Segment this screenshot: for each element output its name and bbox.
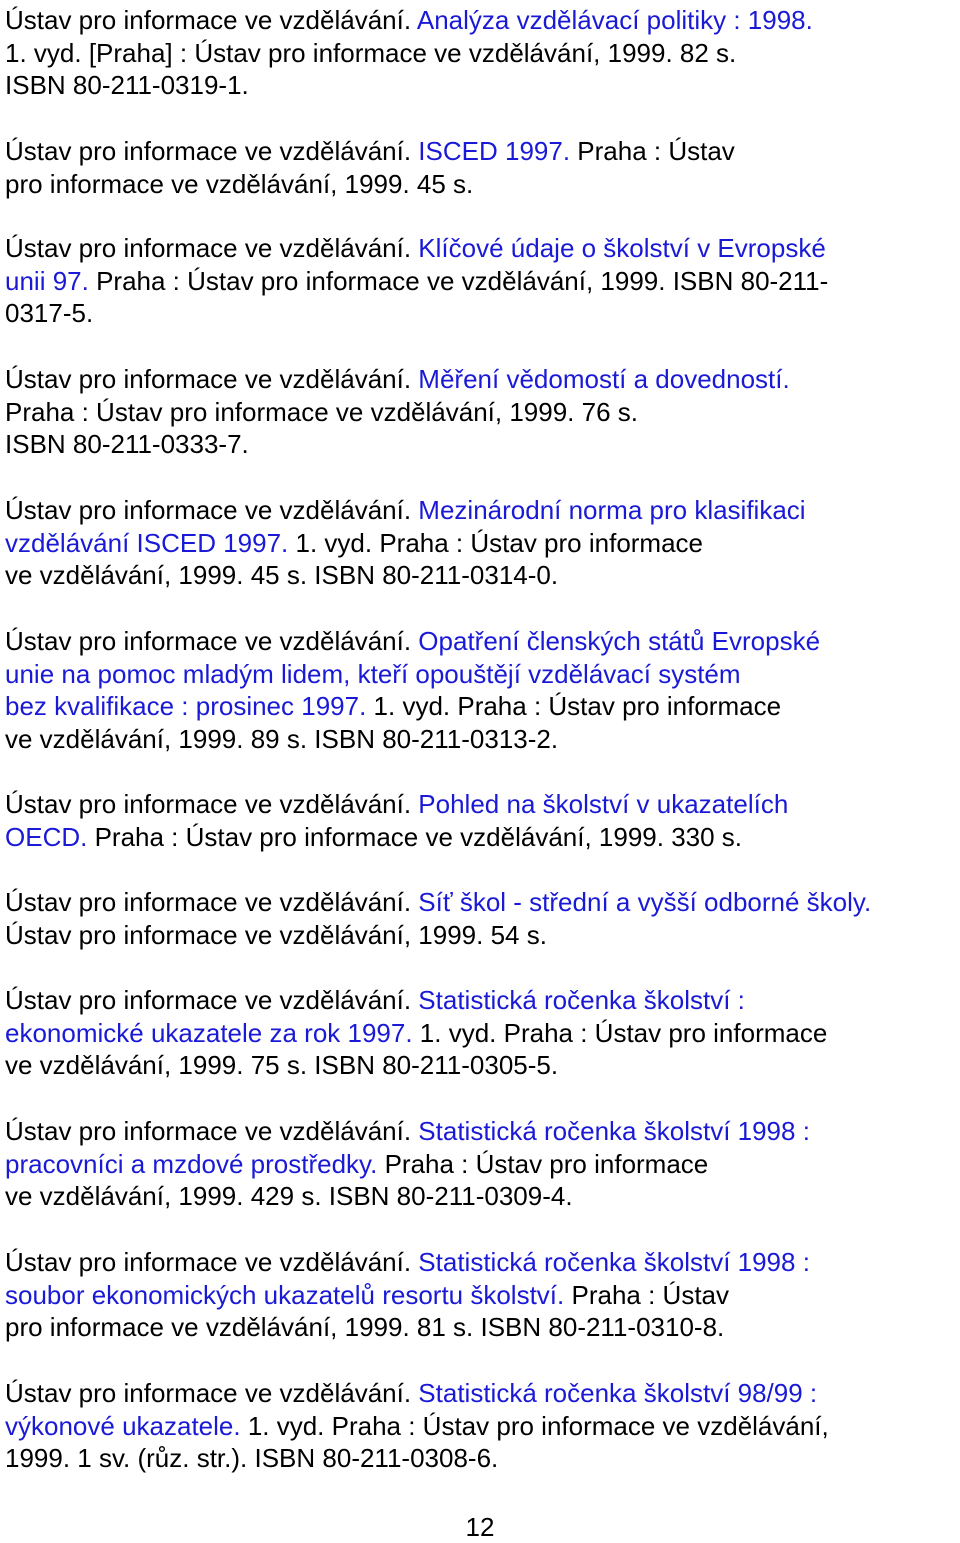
bibliography-entry xyxy=(5,1246,960,1344)
page-number: 12 xyxy=(465,1512,495,1542)
citation-text: 1. vyd. Praha : Ústav pro informace xyxy=(412,1017,828,1048)
publication-title-link[interactable]: ekonomické ukazatele za rok 1997. xyxy=(5,1017,413,1048)
citation-text: Ústav pro informace ve vzdělávání. xyxy=(5,5,417,35)
entry-line xyxy=(5,1017,960,1050)
publication-title-link[interactable]: soubor ekonomických ukazatelů resortu školství. xyxy=(5,1279,565,1310)
publication-title-link[interactable]: Měření vědomostí a dovedností. xyxy=(418,364,790,394)
entry-line xyxy=(5,69,960,102)
entry-line xyxy=(5,625,960,658)
entry-line xyxy=(5,494,960,527)
publication-title-link[interactable]: vzdělávání ISCED 1997. xyxy=(5,527,289,558)
entry-line xyxy=(5,428,960,461)
entry-line xyxy=(5,297,960,330)
citation-text: Ústav pro informace ve vzdělávání. xyxy=(5,887,419,917)
citation-text: ve vzdělávání, 1999. 89 s. ISBN 80-211-0313-2. xyxy=(5,723,559,754)
citation-text: ISBN 80-211-0333-7. xyxy=(5,429,249,459)
publication-title-link[interactable]: Mezinárodní norma pro klasifikaci xyxy=(418,495,806,525)
citation-text: Ústav pro informace ve vzdělávání. xyxy=(5,1378,419,1408)
citation-text: ISBN 80-211-0319-1. xyxy=(5,70,249,100)
bibliography-entry xyxy=(5,788,960,853)
entry-line xyxy=(5,788,960,821)
entry-line xyxy=(5,232,960,265)
bibliography-entry xyxy=(5,1377,960,1475)
bibliography-entry xyxy=(5,1115,960,1213)
publication-title-link[interactable]: Pohled na školství v ukazatelích xyxy=(418,789,789,819)
citation-text: Ústav pro informace ve vzdělávání. xyxy=(5,626,419,656)
bibliography-entry xyxy=(5,135,960,200)
bibliography-entry xyxy=(5,363,960,461)
entry-line xyxy=(5,396,960,429)
citation-text: Praha : Ústav pro informace ve vzdělávání, 1999. ISBN 80-211- xyxy=(88,265,829,296)
entry-line xyxy=(5,886,960,919)
bibliography-entry xyxy=(5,494,960,592)
citation-text: 1. vyd. Praha : Ústav pro informace xyxy=(288,527,704,558)
bibliography-entry xyxy=(5,625,960,755)
citation-text: Ústav pro informace ve vzdělávání. xyxy=(5,495,419,525)
entry-line xyxy=(5,1279,960,1312)
publication-title-link[interactable]: unii 97. xyxy=(5,265,89,296)
citation-text: Ústav pro informace ve vzdělávání. xyxy=(5,1247,419,1277)
entry-line xyxy=(5,265,960,298)
bibliography-entry xyxy=(5,232,960,330)
citation-text: Ústav pro informace ve vzdělávání. xyxy=(5,364,419,394)
entry-line xyxy=(5,1049,960,1082)
publication-title-link[interactable]: Opatření členských států Evropské xyxy=(418,626,821,656)
entry-line xyxy=(5,1377,960,1410)
citation-text: pro informace ve vzdělávání, 1999. 45 s. xyxy=(5,168,474,199)
bibliography-entry xyxy=(5,984,960,1082)
entry-line xyxy=(5,37,960,70)
entry-line xyxy=(5,363,960,396)
entry-line xyxy=(5,1410,960,1443)
bibliography-entry xyxy=(5,886,960,951)
publication-title-link[interactable]: bez kvalifikace : prosinec 1997. xyxy=(5,691,367,721)
publication-title-link[interactable]: výkonové ukazatele. xyxy=(5,1410,241,1441)
citation-text: Ústav pro informace ve vzdělávání, 1999. 54 s. xyxy=(5,919,547,950)
publication-title-link[interactable]: Statistická ročenka školství 1998 : xyxy=(418,1116,810,1146)
citation-text: 1. vyd. [Praha] : Ústav pro informace ve vzdělávání, 1999. 82 s. xyxy=(5,37,737,68)
entry-line xyxy=(5,723,960,756)
citation-text: Praha : Ústav xyxy=(564,1279,729,1310)
citation-text: pro informace ve vzdělávání, 1999. 81 s. ISBN 80-211-0310-8. xyxy=(5,1312,725,1342)
entry-line xyxy=(5,821,960,854)
citation-text: Ústav pro informace ve vzdělávání. xyxy=(5,985,419,1015)
entry-line xyxy=(5,559,960,592)
publication-title-link[interactable]: pracovníci a mzdové prostředky. xyxy=(5,1148,378,1179)
publication-title-link[interactable]: Analýza vzdělávací politiky : 1998. xyxy=(416,5,813,35)
publication-title-link[interactable]: Klíčové údaje o školství v Evropské xyxy=(418,233,826,263)
entry-line xyxy=(5,135,960,168)
publication-title-link[interactable]: OECD. xyxy=(5,821,88,852)
entry-line xyxy=(5,919,960,952)
citation-text: Praha : Ústav pro informace ve vzdělávání, 1999. 330 s. xyxy=(87,821,743,852)
entry-line xyxy=(5,690,960,723)
citation-text: Praha : Ústav pro informace xyxy=(377,1148,709,1179)
entry-line xyxy=(5,168,960,201)
citation-text: ve vzdělávání, 1999. 75 s. ISBN 80-211-0305-5. xyxy=(5,1050,559,1080)
bibliography-entry xyxy=(5,4,960,102)
entry-line xyxy=(5,4,960,37)
publication-title-link[interactable]: ISCED 1997. xyxy=(418,136,571,166)
citation-text: Ústav pro informace ve vzdělávání. xyxy=(5,789,419,819)
citation-text: 1. vyd. Praha : Ústav pro informace xyxy=(366,691,782,721)
citation-text: Praha : Ústav xyxy=(570,136,735,166)
publication-title-link[interactable]: Statistická ročenka školství 1998 : xyxy=(418,1247,810,1277)
publication-title-link[interactable]: Síť škol - střední a vyšší odborné školy. xyxy=(418,887,872,917)
publication-title-link[interactable]: Statistická ročenka školství 98/99 : xyxy=(418,1378,818,1408)
citation-text: Ústav pro informace ve vzdělávání. xyxy=(5,1116,419,1146)
entry-line xyxy=(5,984,960,1017)
entry-line xyxy=(5,1442,960,1475)
entry-line xyxy=(5,1311,960,1344)
entry-line xyxy=(5,527,960,560)
citation-text: Ústav pro informace ve vzdělávání. xyxy=(5,136,419,166)
citation-text: ve vzdělávání, 1999. 45 s. ISBN 80-211-0314-0. xyxy=(5,560,559,590)
entry-line xyxy=(5,1115,960,1148)
publication-title-link[interactable]: unie na pomoc mladým lidem, kteří opouštějí vzdělávací systém xyxy=(5,658,741,689)
entry-line xyxy=(5,1246,960,1279)
entry-line xyxy=(5,1148,960,1181)
citation-text: 0317-5. xyxy=(5,298,94,328)
citation-text: Ústav pro informace ve vzdělávání. xyxy=(5,233,419,263)
citation-text: 1999. 1 sv. (růz. str.). ISBN 80-211-0308-6. xyxy=(5,1443,499,1473)
entry-line xyxy=(5,1180,960,1213)
citation-text: Praha : Ústav pro informace ve vzdělávání, 1999. 76 s. xyxy=(5,396,639,427)
citation-text: ve vzdělávání, 1999. 429 s. ISBN 80-211-0309-4. xyxy=(5,1181,573,1211)
entry-line xyxy=(5,658,960,691)
publication-title-link[interactable]: Statistická ročenka školství : xyxy=(418,985,745,1015)
citation-text: 1. vyd. Praha : Ústav pro informace ve vzdělávání, xyxy=(240,1410,829,1441)
